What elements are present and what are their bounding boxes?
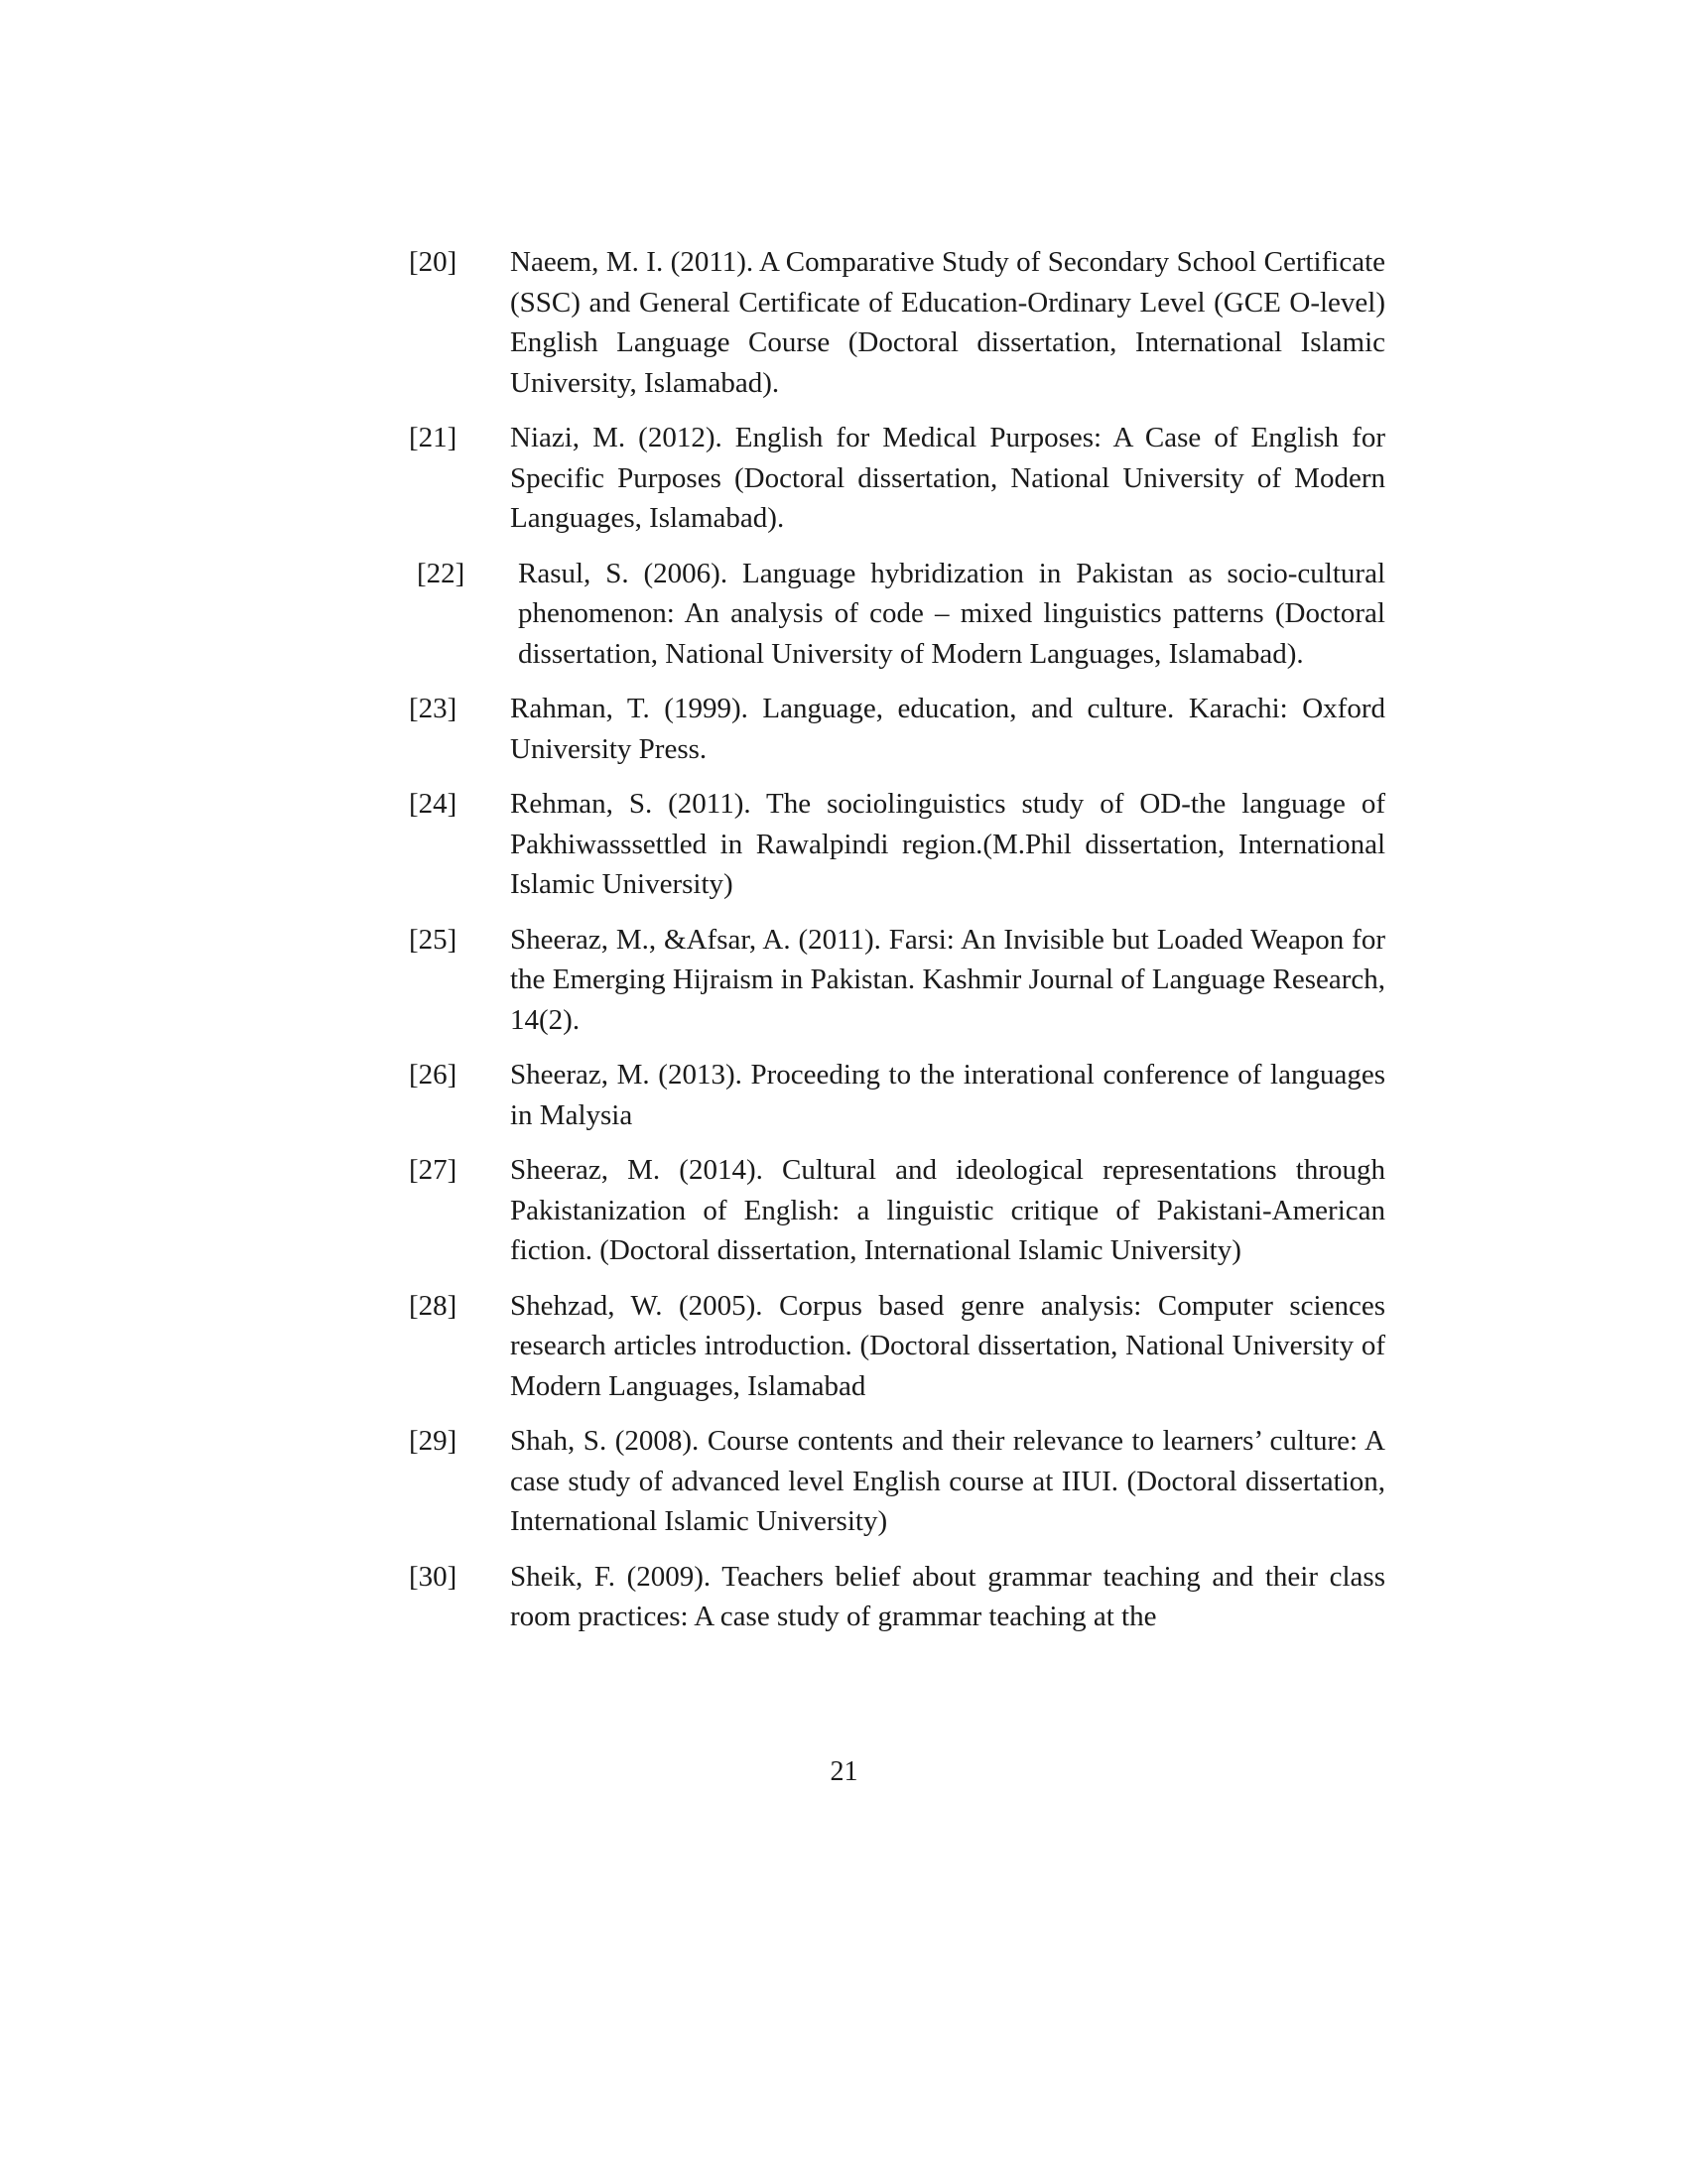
- reference-item: [409, 1150, 1385, 1271]
- reference-text: Shehzad, W. (2005). Corpus based genre analysis: Computer sciences research articles introduction. (Doctoral dissertation, National University of Modern Languages, Islamabad: [510, 1289, 1385, 1402]
- reference-number: [23]: [409, 693, 457, 724]
- reference-number: [26]: [409, 1059, 457, 1091]
- reference-text: Sheeraz, M. (2014). Cultural and ideological representations through Pakistanization of English: a linguistic critique of Pakistani-American fiction. (Doctoral dissertation, International Islamic University): [510, 1154, 1385, 1266]
- reference-item: [409, 689, 1385, 769]
- reference-text: Rehman, S. (2011). The sociolinguistics study of OD-the language of Pakhiwasssettled in Rawalpindi region.(M.Phil dissertation, International Islamic University): [510, 788, 1385, 900]
- reference-number: [20]: [409, 246, 457, 278]
- reference-number: [29]: [409, 1425, 457, 1457]
- reference-item: [409, 418, 1385, 539]
- reference-item: [409, 1055, 1385, 1135]
- reference-item: [409, 1421, 1385, 1542]
- reference-number: [27]: [409, 1154, 457, 1186]
- reference-text: Shah, S. (2008). Course contents and their relevance to learners’ culture: A case study of advanced level English course at IIUI. (Doctoral dissertation, International Islamic University): [510, 1425, 1385, 1537]
- reference-text: Rahman, T. (1999). Language, education, and culture. Karachi: Oxford University Press.: [510, 693, 1385, 765]
- reference-text: Sheeraz, M. (2013). Proceeding to the interational conference of languages in Malysia: [510, 1059, 1385, 1131]
- reference-item: [409, 1557, 1385, 1637]
- reference-number: [22]: [417, 557, 465, 589]
- reference-text: Rasul, S. (2006). Language hybridization in Pakistan as socio-cultural phenomenon: An analysis of code – mixed linguistics patterns (Doctoral dissertation, National University of Modern Languages, Islamabad).: [518, 557, 1385, 670]
- reference-text: Sheeraz, M., &Afsar, A. (2011). Farsi: An Invisible but Loaded Weapon for the Emerging Hijraism in Pakistan. Kashmir Journal of Language Research, 14(2).: [510, 923, 1385, 1036]
- page-number: 21: [830, 1756, 858, 1787]
- reference-item: [409, 784, 1385, 905]
- reference-number: [25]: [409, 923, 457, 956]
- reference-text: Niazi, M. (2012). English for Medical Purposes: A Case of English for Specific Purposes (Doctoral dissertation, National University of Modern Languages, Islamabad).: [510, 422, 1385, 534]
- reference-item: [409, 554, 1385, 675]
- reference-text: Sheik, F. (2009). Teachers belief about grammar teaching and their class room practices: A case study of grammar teaching at the: [510, 1560, 1385, 1632]
- reference-number: [21]: [409, 422, 457, 453]
- reference-item: [409, 920, 1385, 1041]
- reference-list: [409, 242, 1385, 1652]
- reference-number: [30]: [409, 1560, 457, 1593]
- reference-item: [409, 242, 1385, 403]
- reference-number: [24]: [409, 788, 457, 820]
- reference-item: [409, 1286, 1385, 1407]
- reference-text: Naeem, M. I. (2011). A Comparative Study of Secondary School Certificate (SSC) and General Certificate of Education-Ordinary Level (GCE O-level) English Language Course (Doctoral dissertation, International Islamic University, Islamabad).: [510, 246, 1385, 399]
- reference-number: [28]: [409, 1289, 457, 1322]
